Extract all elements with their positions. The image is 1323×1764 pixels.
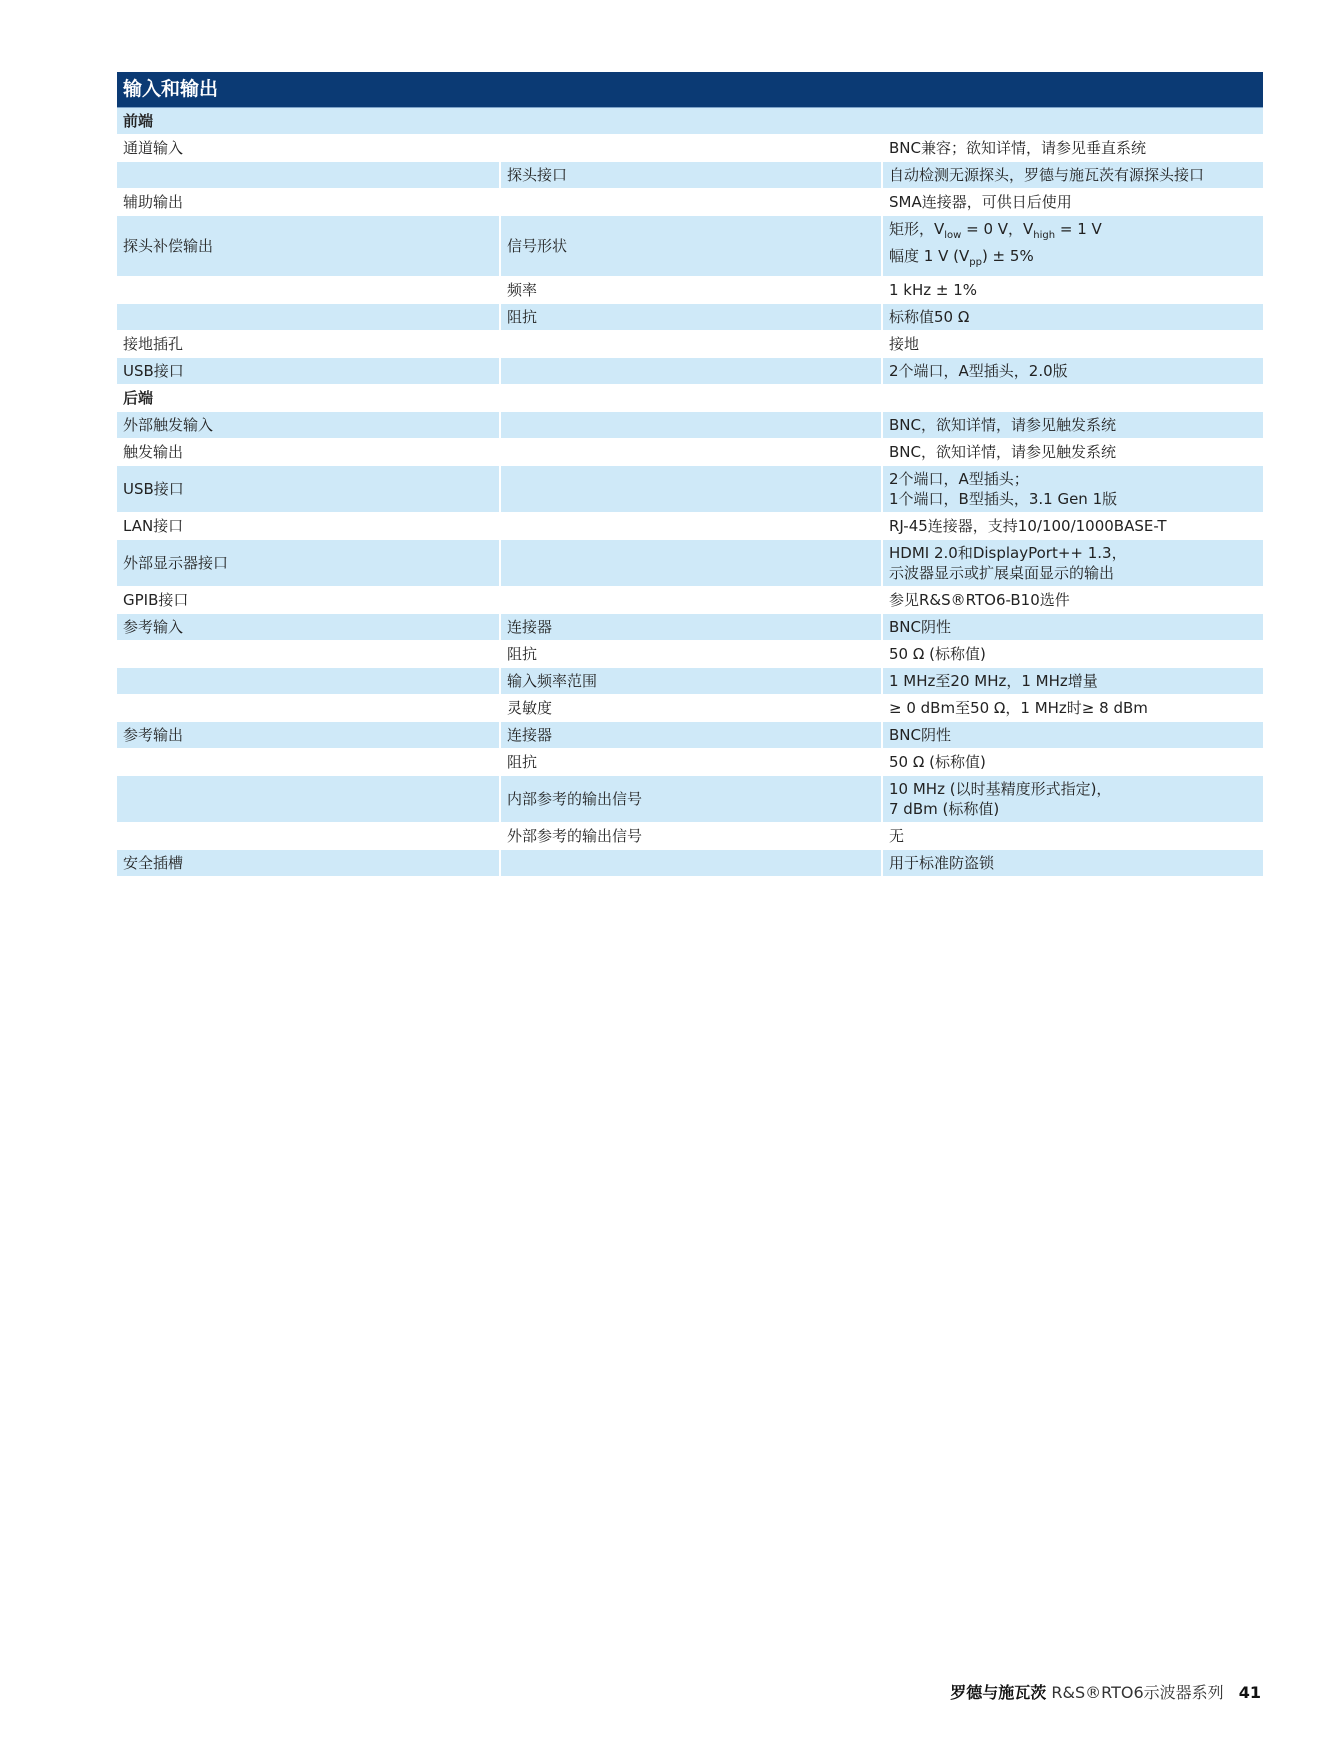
row-subparameter: 输入频率范围 <box>501 668 883 694</box>
section-header <box>117 385 1263 412</box>
table-row <box>117 823 1263 850</box>
row-parameter: 参考输出 <box>117 722 501 748</box>
row-value <box>883 331 1263 357</box>
value-line: 示波器显示或扩展桌面显示的输出 <box>889 564 1115 582</box>
row-value <box>883 439 1263 465</box>
row-subparameter: 信号形状 <box>501 216 883 276</box>
row-subparameter <box>501 412 883 438</box>
row-value <box>883 358 1263 384</box>
value-line: 参见R&S®RTO6-B10选件 <box>889 591 1070 609</box>
row-subparameter <box>501 135 883 161</box>
footer-brand: 罗德与施瓦茨 <box>950 1683 1047 1702</box>
row-value <box>883 614 1263 640</box>
row-value <box>883 412 1263 438</box>
row-subparameter <box>501 513 883 539</box>
row-subparameter <box>501 850 883 876</box>
value-line: SMA连接器，可供日后使用 <box>889 193 1072 211</box>
row-parameter: USB接口 <box>117 466 501 512</box>
section-label: 前端 <box>123 112 154 130</box>
table-title: 输入和输出 <box>117 72 1263 108</box>
row-parameter: USB接口 <box>117 358 501 384</box>
table-row <box>117 614 1263 641</box>
row-subparameter: 阻抗 <box>501 749 883 775</box>
row-parameter: GPIB接口 <box>117 587 501 613</box>
value-line: 50 Ω (标称值) <box>889 645 986 663</box>
row-parameter <box>117 668 501 694</box>
value-line: RJ-45连接器，支持10/100/1000BASE-T <box>889 517 1167 535</box>
value-line: 接地 <box>889 335 920 353</box>
row-parameter: 安全插槽 <box>117 850 501 876</box>
page-number: 41 <box>1238 1683 1261 1702</box>
row-value <box>883 668 1263 694</box>
row-value <box>883 587 1263 613</box>
row-parameter: LAN接口 <box>117 513 501 539</box>
value-line: BNC兼容；欲知详情，请参见垂直系统 <box>889 139 1146 157</box>
value-line: 用于标准防盗锁 <box>889 854 995 872</box>
value-line: 自动检测无源探头，罗德与施瓦茨有源探头接口 <box>889 166 1205 184</box>
row-subparameter: 外部参考的输出信号 <box>501 823 883 849</box>
value-line: BNC阴性 <box>889 618 951 636</box>
row-parameter: 外部显示器接口 <box>117 540 501 586</box>
table-row <box>117 216 1263 277</box>
row-parameter <box>117 641 501 667</box>
table-row <box>117 135 1263 162</box>
row-value <box>883 513 1263 539</box>
value-line: BNC，欲知详情，请参见触发系统 <box>889 443 1116 461</box>
row-parameter: 接地插孔 <box>117 331 501 357</box>
table-row <box>117 304 1263 331</box>
value-fragment: 幅度 1 V (V <box>889 247 970 265</box>
value-fragment: low <box>944 230 962 241</box>
value-line: 1 MHz至20 MHz，1 MHz增量 <box>889 672 1098 690</box>
row-value <box>883 277 1263 303</box>
row-subparameter <box>501 189 883 215</box>
row-value <box>883 540 1263 586</box>
spec-table <box>117 72 1263 877</box>
value-line: 标称值50 Ω <box>889 308 970 326</box>
table-row <box>117 277 1263 304</box>
table-row <box>117 722 1263 749</box>
value-line: 2个端口，A型插头； <box>889 470 1029 488</box>
row-subparameter <box>501 439 883 465</box>
value-line: BNC，欲知详情，请参见触发系统 <box>889 416 1116 434</box>
row-value <box>883 216 1263 276</box>
row-parameter <box>117 162 501 188</box>
value-fragment: 矩形，V <box>889 220 945 238</box>
table-row <box>117 749 1263 776</box>
page-footer <box>950 1680 1261 1703</box>
value-line: 无 <box>889 827 905 845</box>
table-row <box>117 668 1263 695</box>
row-subparameter: 连接器 <box>501 614 883 640</box>
table-row <box>117 587 1263 614</box>
value-line: 2个端口，A型插头，2.0版 <box>889 362 1068 380</box>
row-value <box>883 850 1263 876</box>
table-row <box>117 189 1263 216</box>
row-parameter <box>117 304 501 330</box>
value-line: 7 dBm (标称值) <box>889 800 1000 818</box>
row-subparameter <box>501 331 883 357</box>
row-parameter <box>117 749 501 775</box>
value-line: 1个端口，B型插头，3.1 Gen 1版 <box>889 490 1118 508</box>
value-line <box>889 246 1257 273</box>
row-subparameter <box>501 587 883 613</box>
row-parameter: 触发输出 <box>117 439 501 465</box>
row-parameter: 探头补偿输出 <box>117 216 501 276</box>
row-subparameter <box>501 540 883 586</box>
row-subparameter: 频率 <box>501 277 883 303</box>
value-fragment: = 0 V，V <box>961 220 1034 238</box>
row-parameter <box>117 776 501 822</box>
row-value <box>883 304 1263 330</box>
row-value <box>883 695 1263 721</box>
row-parameter <box>117 823 501 849</box>
row-subparameter: 阻抗 <box>501 641 883 667</box>
row-parameter: 辅助输出 <box>117 189 501 215</box>
value-fragment: ) ± 5% <box>981 247 1034 265</box>
row-subparameter: 内部参考的输出信号 <box>501 776 883 822</box>
table-row <box>117 540 1263 587</box>
row-parameter: 通道输入 <box>117 135 501 161</box>
table-body <box>117 108 1263 877</box>
row-value <box>883 135 1263 161</box>
section-label: 后端 <box>123 389 154 407</box>
table-row <box>117 513 1263 540</box>
value-line: BNC阴性 <box>889 726 951 744</box>
value-fragment: pp <box>969 257 982 268</box>
row-subparameter <box>501 358 883 384</box>
table-row <box>117 358 1263 385</box>
row-subparameter: 阻抗 <box>501 304 883 330</box>
row-subparameter: 连接器 <box>501 722 883 748</box>
row-value <box>883 466 1263 512</box>
table-row <box>117 850 1263 877</box>
row-value <box>883 162 1263 188</box>
row-subparameter <box>501 466 883 512</box>
row-value <box>883 189 1263 215</box>
value-line: 50 Ω (标称值) <box>889 753 986 771</box>
row-value <box>883 776 1263 822</box>
section-header <box>117 108 1263 135</box>
row-value <box>883 749 1263 775</box>
table-row <box>117 412 1263 439</box>
table-row <box>117 162 1263 189</box>
row-parameter <box>117 277 501 303</box>
table-row <box>117 466 1263 513</box>
row-value <box>883 722 1263 748</box>
row-parameter: 外部触发输入 <box>117 412 501 438</box>
table-row <box>117 641 1263 668</box>
row-value <box>883 641 1263 667</box>
footer-product: R&S®RTO6示波器系列 <box>1051 1683 1224 1702</box>
value-line: 1 kHz ± 1% <box>889 281 978 299</box>
value-fragment: high <box>1033 230 1056 241</box>
row-value <box>883 823 1263 849</box>
value-line: HDMI 2.0和DisplayPort++ 1.3， <box>889 544 1127 562</box>
table-row <box>117 331 1263 358</box>
row-subparameter: 灵敏度 <box>501 695 883 721</box>
table-row <box>117 439 1263 466</box>
table-row <box>117 695 1263 722</box>
row-subparameter: 探头接口 <box>501 162 883 188</box>
value-line <box>889 219 1257 246</box>
value-line: 10 MHz (以时基精度形式指定)， <box>889 780 1112 798</box>
table-row <box>117 776 1263 823</box>
row-parameter <box>117 695 501 721</box>
row-parameter: 参考输入 <box>117 614 501 640</box>
value-fragment: = 1 V <box>1055 220 1102 238</box>
value-line: ≥ 0 dBm至50 Ω，1 MHz时≥ 8 dBm <box>889 699 1148 717</box>
